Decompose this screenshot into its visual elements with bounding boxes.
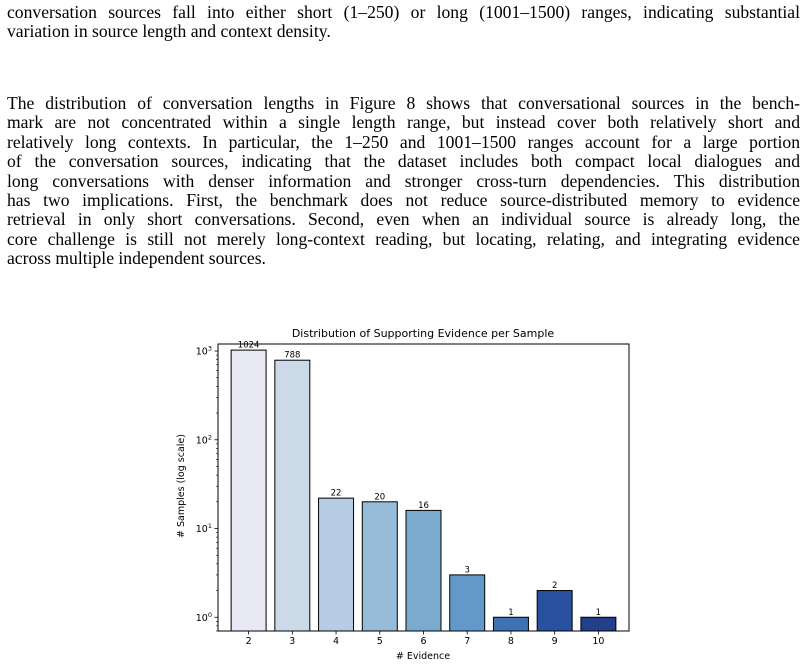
text-line: across multiple independent sources. — [7, 248, 266, 269]
data-label-7: 3 — [464, 565, 470, 576]
text-line: mark are not concentrated within a single length range, but instead cover both relatively short and — [7, 112, 800, 133]
text-line: The distribution of conversation lengths in Figure 8 shows that conversational sources in the bench- — [7, 93, 800, 113]
data-label-4: 22 — [330, 488, 342, 499]
data-label-10: 1 — [595, 607, 602, 618]
text-line: conversation sources fall into either short (1–250) or long (1001–1500) ranges, indicating substantial — [7, 2, 800, 22]
paragraph-distribution-analysis — [7, 94, 800, 269]
x-tick-label-3: 3 — [289, 636, 296, 647]
x-tick-label-2: 2 — [245, 636, 252, 647]
bars-group — [231, 350, 616, 631]
x-tick-label-6: 6 — [420, 636, 427, 647]
bar-5 — [362, 502, 397, 631]
text-line: has two implications. First, the benchmark does not reduce source-distributed memory to evidence — [7, 190, 800, 211]
x-axis — [246, 631, 605, 647]
chart-title: Distribution of Supporting Evidence per Sample — [291, 327, 555, 340]
data-label-2: 1024 — [237, 340, 260, 351]
y-tick-label-2: $10^2$ — [195, 433, 212, 447]
data-label-3: 788 — [284, 350, 301, 361]
data-label-6: 16 — [418, 500, 429, 511]
bar-10 — [581, 617, 616, 631]
y-axis — [196, 345, 218, 631]
data-label-8: 1 — [508, 607, 514, 618]
bar-8 — [493, 617, 528, 631]
y-tick-label-1: $10^1$ — [195, 522, 212, 536]
bar-6 — [406, 510, 441, 631]
bar-9 — [537, 591, 572, 631]
x-tick-label-5: 5 — [376, 636, 383, 647]
paragraph-intro-continuation — [7, 3, 800, 42]
text-line: retrieval in only short conversations. Second, even when an individual source is already long, the — [7, 209, 800, 230]
text-line: long conversations with denser information and stronger cross-turn dependencies. This distribution — [7, 170, 800, 191]
bar-3 — [275, 360, 310, 631]
data-label-5: 20 — [374, 492, 386, 503]
x-tick-label-4: 4 — [333, 636, 340, 647]
bar-4 — [319, 498, 354, 631]
text-line: variation in source length and context density. — [7, 21, 331, 42]
x-tick-label-7: 7 — [464, 636, 471, 647]
bar-7 — [450, 575, 485, 631]
bar-2 — [231, 350, 266, 631]
text-line: core challenge is still not merely long-context reading, but locating, relating, and integrating evidence — [7, 228, 800, 249]
y-axis-label: # Samples (log scale) — [176, 434, 187, 538]
evidence-distribution-chart — [0, 318, 808, 666]
x-tick-label-10: 10 — [592, 636, 605, 647]
y-tick-label-3: $10^3$ — [195, 344, 212, 358]
x-tick-label-9: 9 — [551, 636, 558, 647]
text-line: of the conversation sources, indicating that the dataset includes both compact local dialogues and — [7, 151, 800, 172]
x-axis-label: # Evidence — [395, 651, 451, 662]
x-tick-label-8: 8 — [507, 636, 514, 647]
y-tick-label-0: $10^0$ — [195, 610, 212, 624]
data-label-9: 2 — [551, 581, 558, 592]
text-line: relatively long contexts. In particular, the 1–250 and 1001–1500 ranges account for a large portion — [7, 131, 800, 152]
